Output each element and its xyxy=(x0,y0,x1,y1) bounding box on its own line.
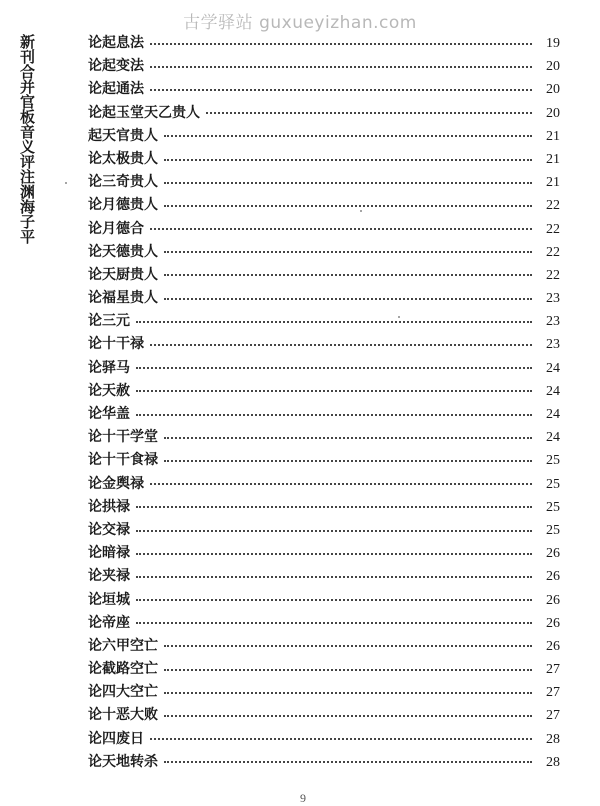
toc-entry-title: 起天官贵人 xyxy=(88,127,158,144)
toc-entry-title: 论起息法 xyxy=(88,35,144,51)
toc-entry-title: 论帝座 xyxy=(88,614,130,631)
toc-entry-page: 23 xyxy=(546,291,560,307)
toc-entry-title: 论月德合 xyxy=(88,220,144,237)
toc-entry[interactable] xyxy=(88,32,560,55)
toc-entry-title: 论天厨贵人 xyxy=(88,266,158,283)
toc-entry-page: 27 xyxy=(546,708,560,724)
toc-entry[interactable] xyxy=(88,171,560,194)
toc-entry-page: 26 xyxy=(546,569,560,585)
scan-speck xyxy=(398,316,400,318)
toc-entry-title: 论太极贵人 xyxy=(88,150,158,167)
dot-leader xyxy=(136,367,532,369)
book-title: 新刊合并官板音义评注渊海子平 xyxy=(18,34,36,244)
toc-entry-page: 25 xyxy=(546,476,560,492)
dot-leader xyxy=(164,437,532,439)
toc-entry-page: 20 xyxy=(546,82,560,98)
toc-entry-page: 22 xyxy=(546,244,560,260)
toc-entry[interactable] xyxy=(88,658,560,681)
toc-entry-title: 论六甲空亡 xyxy=(88,637,158,654)
toc-entry[interactable] xyxy=(88,542,560,565)
toc-entry[interactable] xyxy=(88,264,560,287)
toc-entry-title: 论天德贵人 xyxy=(88,243,158,260)
dot-leader xyxy=(150,43,532,45)
toc-entry[interactable] xyxy=(88,635,560,658)
dot-leader xyxy=(164,182,532,184)
dot-leader xyxy=(150,89,532,91)
toc-entry-page: 20 xyxy=(546,59,560,75)
toc-entry-page: 24 xyxy=(546,383,560,399)
toc-entry[interactable] xyxy=(88,310,560,333)
toc-entry-title: 论福星贵人 xyxy=(88,290,158,307)
dot-leader xyxy=(164,692,532,694)
toc-entry-title: 论四废日 xyxy=(88,730,144,747)
toc-entry-title: 论十干食禄 xyxy=(88,452,158,469)
toc-entry-page: 27 xyxy=(546,685,560,701)
dot-leader xyxy=(164,669,532,671)
toc-entry-title: 论拱禄 xyxy=(88,498,130,515)
toc-entry[interactable] xyxy=(88,449,560,472)
toc-entry-title: 论金舆禄 xyxy=(88,475,144,492)
dot-leader xyxy=(136,321,532,323)
toc-entry-page: 24 xyxy=(546,360,560,376)
dot-leader xyxy=(150,483,532,485)
dot-leader xyxy=(136,530,532,532)
toc-entry[interactable] xyxy=(88,681,560,704)
table-of-contents xyxy=(88,32,560,774)
toc-entry[interactable] xyxy=(88,287,560,310)
toc-entry-page: 22 xyxy=(546,198,560,214)
toc-entry[interactable] xyxy=(88,403,560,426)
toc-entry-title: 论起通法 xyxy=(88,81,144,98)
dot-leader xyxy=(164,159,532,161)
toc-entry-page: 21 xyxy=(546,151,560,167)
toc-entry[interactable] xyxy=(88,333,560,356)
dot-leader xyxy=(136,622,532,624)
toc-entry-title: 论天地转杀 xyxy=(88,753,158,770)
toc-entry-title: 论垣城 xyxy=(88,591,130,608)
toc-entry-page: 23 xyxy=(546,314,560,330)
toc-entry-page: 26 xyxy=(546,615,560,631)
toc-entry-page: 26 xyxy=(546,592,560,608)
dot-leader xyxy=(150,344,532,346)
dot-leader xyxy=(164,135,532,137)
dot-leader xyxy=(136,390,532,392)
page-number: 9 xyxy=(300,791,306,805)
toc-entry-title: 论夹禄 xyxy=(88,568,130,585)
dot-leader xyxy=(164,274,532,276)
toc-entry[interactable] xyxy=(88,218,560,241)
toc-entry[interactable] xyxy=(88,241,560,264)
toc-entry-page: 24 xyxy=(546,407,560,422)
toc-entry[interactable] xyxy=(88,125,560,148)
toc-entry[interactable] xyxy=(88,704,560,727)
toc-entry-page: 21 xyxy=(546,175,560,191)
toc-entry-title: 论截路空亡 xyxy=(88,661,158,678)
toc-entry-title: 论驿马 xyxy=(88,359,130,376)
toc-entry-title: 论三元 xyxy=(88,313,130,330)
toc-entry-page: 21 xyxy=(546,128,560,144)
toc-entry[interactable] xyxy=(88,357,560,380)
dot-leader xyxy=(136,576,532,578)
dot-leader xyxy=(136,414,532,416)
dot-leader xyxy=(164,645,532,647)
toc-entry-title: 论起玉堂天乙贵人 xyxy=(88,104,200,121)
dot-leader xyxy=(164,761,532,763)
toc-entry[interactable] xyxy=(88,751,560,774)
dot-leader xyxy=(136,599,532,601)
toc-entry-page: 27 xyxy=(546,662,560,678)
toc-entry-title: 论月德贵人 xyxy=(88,197,158,214)
toc-entry-page: 20 xyxy=(546,105,560,121)
toc-entry-title: 论三奇贵人 xyxy=(88,174,158,191)
toc-entry-page: 23 xyxy=(546,337,560,353)
toc-entry[interactable] xyxy=(88,426,560,449)
toc-entry-title: 论天赦 xyxy=(88,382,130,399)
toc-entry-page: 19 xyxy=(546,36,560,51)
dot-leader xyxy=(164,460,532,462)
dot-leader xyxy=(136,506,532,508)
dot-leader xyxy=(164,298,532,300)
dot-leader xyxy=(150,228,532,230)
toc-entry-page: 25 xyxy=(546,453,560,469)
toc-entry[interactable] xyxy=(88,589,560,612)
dot-leader xyxy=(164,715,532,717)
toc-entry-title: 论十干禄 xyxy=(88,336,144,353)
toc-entry-page: 24 xyxy=(546,430,560,446)
toc-entry[interactable] xyxy=(88,55,560,78)
toc-entry-page: 26 xyxy=(546,638,560,654)
toc-entry-page: 28 xyxy=(546,731,560,747)
toc-entry[interactable] xyxy=(88,473,560,496)
toc-entry-page: 28 xyxy=(546,754,560,770)
toc-entry-page: 26 xyxy=(546,546,560,562)
toc-entry[interactable] xyxy=(88,102,560,125)
toc-entry[interactable] xyxy=(88,380,560,403)
toc-entry-title: 论暗禄 xyxy=(88,545,130,562)
scan-speck xyxy=(360,210,362,212)
toc-entry-title: 论十恶大败 xyxy=(88,707,158,724)
toc-entry-page: 25 xyxy=(546,499,560,515)
watermark: 古学驿站 guxueyizhan.com xyxy=(183,13,417,33)
dot-leader xyxy=(150,738,532,740)
toc-entry-page: 25 xyxy=(546,522,560,538)
scan-speck xyxy=(65,182,67,184)
toc-entry[interactable] xyxy=(88,565,560,588)
toc-entry-title: 论华盖 xyxy=(88,406,130,422)
toc-entry-title: 论十干学堂 xyxy=(88,429,158,446)
toc-entry-title: 论四大空亡 xyxy=(88,684,158,701)
toc-entry-page: 22 xyxy=(546,221,560,237)
toc-entry[interactable] xyxy=(88,194,560,217)
toc-entry[interactable] xyxy=(88,612,560,635)
toc-entry[interactable] xyxy=(88,519,560,542)
toc-entry[interactable] xyxy=(88,148,560,171)
dot-leader xyxy=(136,553,532,555)
toc-entry[interactable] xyxy=(88,728,560,751)
toc-entry-title: 论交禄 xyxy=(88,521,130,538)
toc-entry[interactable] xyxy=(88,496,560,519)
toc-entry[interactable] xyxy=(88,78,560,101)
toc-entry-page: 22 xyxy=(546,267,560,283)
dot-leader xyxy=(164,251,532,253)
dot-leader xyxy=(164,205,532,207)
dot-leader xyxy=(206,112,532,114)
dot-leader xyxy=(150,66,532,68)
toc-entry-title: 论起变法 xyxy=(88,58,144,75)
